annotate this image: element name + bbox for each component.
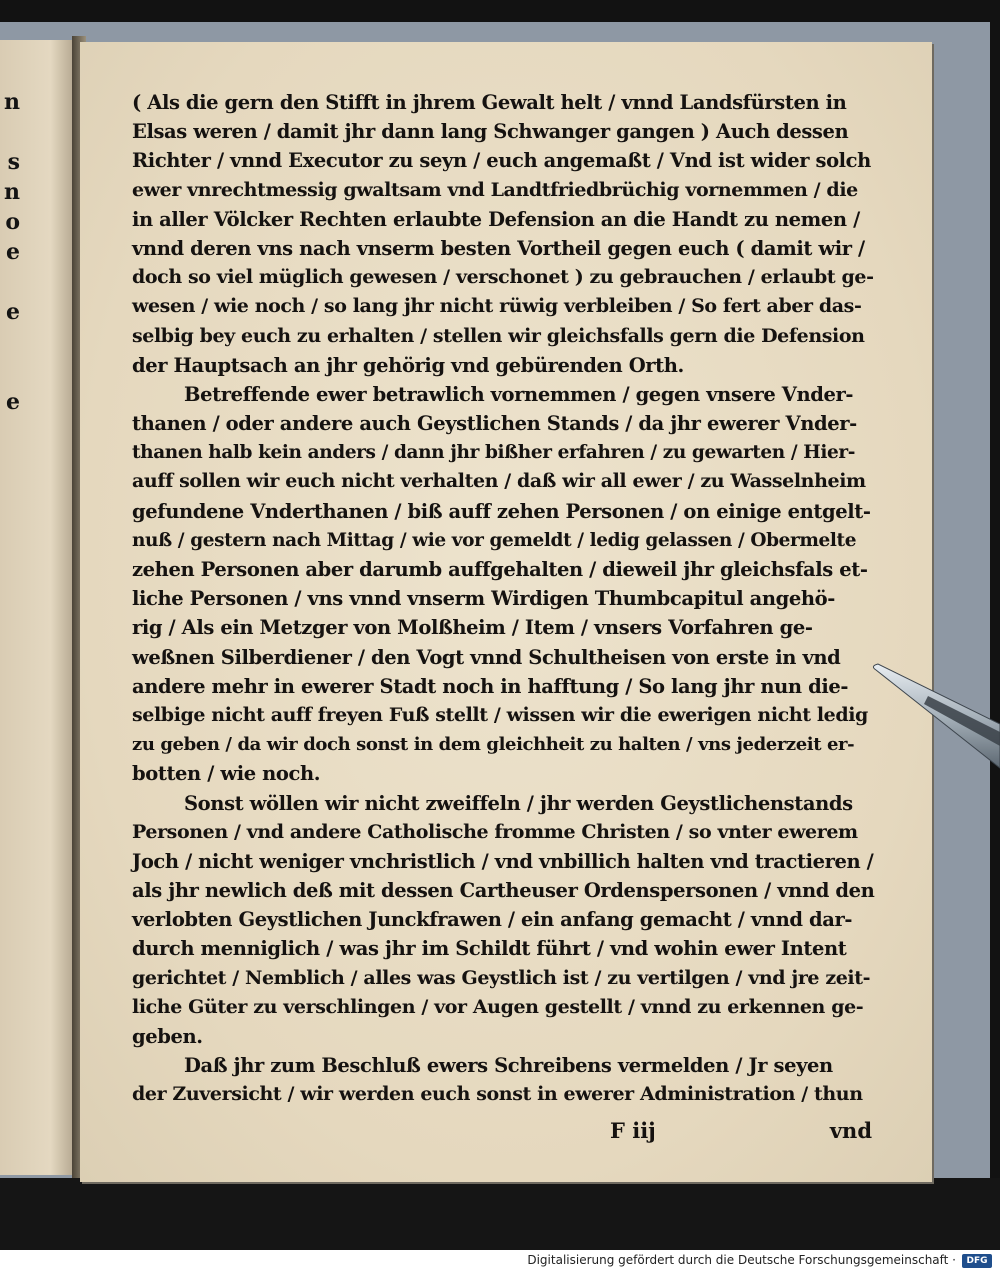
text-line: Joch / nicht weniger vnchristlich / vnd vnbillich halten vnd tractieren / [132, 849, 874, 873]
book-page [80, 42, 932, 1182]
text-line: Elsas weren / damit jhr dann lang Schwanger gangen ) Auch dessen [132, 120, 849, 144]
left-page-fragment: e [6, 239, 20, 265]
left-page-fragment: n [4, 89, 20, 115]
text-line: weßnen Silberdiener / den Vogt vnnd Schultheisen von erste in vnd [132, 645, 841, 669]
left-page-edge [0, 40, 74, 1175]
left-page-fragment: n [4, 179, 20, 205]
text-line: zehen Personen aber darumb auffgehalten / dieweil jhr gleichsfals et- [132, 558, 868, 581]
text-line: selbige nicht auff freyen Fuß stellt / wissen wir die ewerigen nicht ledig [132, 703, 868, 726]
paragraph-start-line: Sonst wöllen wir nicht zweiffeln / jhr werden Geystlichenstands [184, 791, 853, 815]
text-line: Personen / vnd andere Catholische fromme Christen / so vnter ewerem [132, 820, 858, 843]
left-page-fragment: s [7, 149, 20, 175]
text-line: der Zuversicht / wir werden euch sonst in ewerer Administration / thun [132, 1083, 863, 1106]
text-line: gefundene Vnderthanen / biß auff zehen Personen / on einige entgelt- [132, 499, 871, 523]
paragraph-start-line: Daß jhr zum Beschluß ewers Schreibens vermelden / Jr seyen [184, 1054, 833, 1078]
text-line: andere mehr in ewerer Stadt noch in hafftung / So lang jhr nun die- [132, 674, 849, 698]
text-line: botten / wie noch. [132, 762, 321, 786]
text-line: ( Als die gern den Stifft in jhrem Gewalt helt / vnnd Landsfürsten in [132, 91, 847, 114]
text-line: liche Güter zu verschlingen / vor Augen gestellt / vnnd zu erkennen ge- [132, 995, 864, 1018]
page-footer [610, 1118, 872, 1148]
paragraph-start-line: Betreffende ewer betrawlich vornemmen / gegen vnsere Vnder- [184, 382, 854, 406]
left-page-fragment: e [6, 389, 20, 415]
text-line: thanen / oder andere auch Geystlichen Stands / da jhr ewerer Vnder- [132, 412, 857, 436]
text-line: selbig bey euch zu erhalten / stellen wir gleichsfalls gern die Defension [132, 324, 865, 347]
page-text-block [132, 88, 874, 1110]
text-line: durch menniglich / was jhr im Schildt führt / vnd wohin ewer Intent [132, 937, 847, 961]
text-line: gerichtet / Nemblich / alles was Geystlich ist / zu vertilgen / vnd jre zeit- [132, 966, 871, 989]
text-line: ewer vnrechtmessig gwaltsam vnd Landtfriedbrüchig vornemmen / die [132, 178, 858, 201]
text-line: geben. [132, 1025, 203, 1048]
signature-mark: F iij [610, 1118, 656, 1143]
pointer-tool-icon [868, 660, 1000, 780]
catchword: vnd [829, 1118, 872, 1143]
text-line: rig / Als ein Metzger von Molßheim / Item / vnsers Vorfahren ge- [132, 616, 813, 640]
text-line: verlobten Geystlichen Junckfrawen / ein anfang gemacht / vnnd dar- [132, 908, 853, 932]
left-page-fragment: e [6, 299, 20, 325]
credit-bar [0, 1250, 1000, 1273]
text-line: vnnd deren vns nach vnserm besten Vortheil gegen euch ( damit wir / [132, 236, 865, 260]
left-page-fragment: o [5, 209, 20, 235]
text-line: wesen / wie noch / so lang jhr nicht rüwig verbleiben / So fert aber das- [132, 295, 862, 318]
text-line: der Hauptsach an jhr gehörig vnd gebürenden Orth. [132, 353, 684, 377]
text-line: nuß / gestern nach Mittag / wie vor gemeldt / ledig gelassen / Obermelte [132, 529, 857, 551]
text-line: auff sollen wir euch nicht verhalten / daß wir all ewer / zu Wasselnheim [132, 470, 866, 493]
dfg-logo: DFG [962, 1254, 992, 1268]
text-line: liche Personen / vns vnnd vnserm Wirdigen Thumbcapitul angehö- [132, 587, 835, 611]
text-line: Richter / vnnd Executor zu seyn / euch angemaßt / Vnd ist wider solch [132, 149, 871, 173]
text-line: in aller Völcker Rechten erlaubte Defension an die Handt zu nemen / [132, 207, 860, 231]
bottom-shadow [0, 1178, 1000, 1250]
text-line: als jhr newlich deß mit dessen Cartheuser Ordenspersonen / vnnd den [132, 879, 875, 903]
text-line: thanen halb kein anders / dann jhr bißher erfahren / zu gewarten / Hier- [132, 442, 855, 464]
text-line: zu geben / da wir doch sonst in dem gleichheit zu halten / vns jederzeit er- [132, 734, 855, 756]
text-line: doch so viel müglich gewesen / verschonet ) zu gebrauchen / erlaubt ge- [132, 266, 874, 289]
credit-text: Digitalisierung gefördert durch die Deutsche Forschungsgemeinschaft · [527, 1253, 956, 1267]
